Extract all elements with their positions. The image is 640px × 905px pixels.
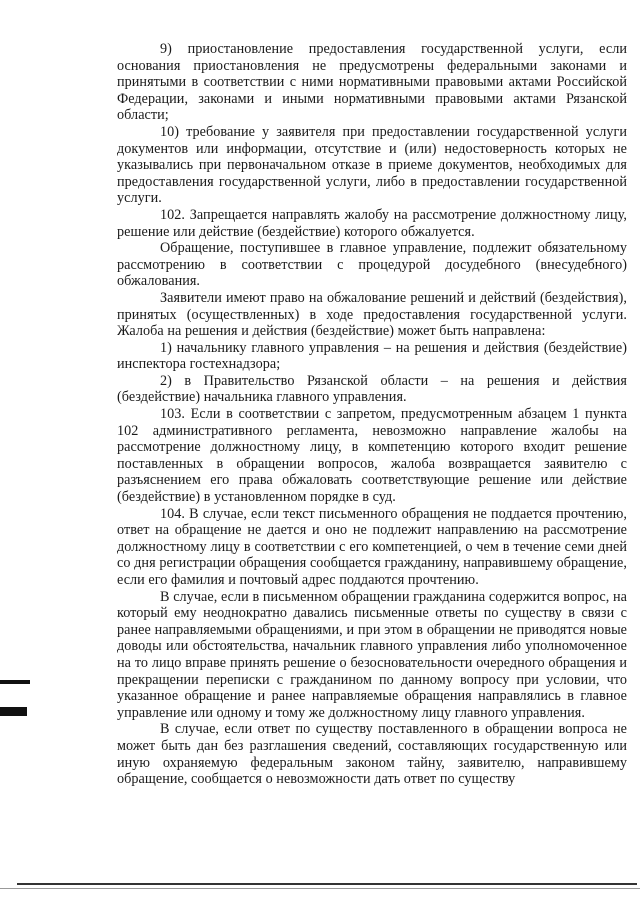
paragraph-repeated-appeal: В случае, если в письменном обращении гражданина содержится вопрос, на который ему неоднократно давались письменные ответы по существу в связи с ранее направляемыми обращениями, и при этом в обращении не приводятся новые доводы или обстоятельства, начальник главного управления либо уполномоченное на то лицо вправе принять решение о безосновательности очередного обращения и прекращении переписки с гражданином по данному вопросу при условии, что указанное обращение и ранее направляемые обращения направлялись в главное управление или одному и тому же должностному лицу главного управления. xyxy=(117,588,627,721)
paragraph-item-9: 9) приостановление предоставления государственной услуги, если основания приостановления не предусмотрены федеральными законами и принятыми в соответствии с ними нормативными правовыми актами Российской Федерации, законами и иными нормативными правовыми актами Рязанской области; xyxy=(117,41,627,124)
paragraph-appeal-option-2: 2) в Правительство Рязанской области – на решения и действия (бездействие) начальника главного управления. xyxy=(117,372,627,406)
paragraph-right-to-appeal: Заявители имеют право на обжалование решений и действий (бездействия), принятых (осуществленных) в ходе предоставления государственной услуги. Жалоба на решения и действия (бездействие) может быть направлена: xyxy=(117,289,627,340)
paragraph-appeal-option-1: 1) начальнику главного управления – на решения и действия (бездействие) инспектора гостехнадзора; xyxy=(117,339,627,373)
paragraph-clause-102: 102. Запрещается направлять жалобу на рассмотрение должностному лицу, решение или действие (бездействие) которого обжалуется. xyxy=(117,206,627,240)
page-bottom-edge-shadow xyxy=(0,888,640,889)
page-bottom-edge xyxy=(17,883,637,885)
paragraph-item-10: 10) требование у заявителя при предоставлении государственной услуги документов или информации, отсутствие и (или) недостоверность которых не указывались при первоначальном отказе в приеме документов, необходимых для предоставления государственной услуги, либо в предоставлении государственной услуги. xyxy=(117,123,627,207)
document-body xyxy=(117,41,627,788)
paragraph-state-secret: В случае, если ответ по существу поставленного в обращении вопроса не может быть дан без разглашения сведений, составляющих государственную или иную охраняемую федеральным законом тайну, заявителю, направившему обращение, сообщается о невозможности дать ответ по существу xyxy=(117,721,627,788)
scan-mark-bottom xyxy=(0,707,27,716)
paragraph-clause-104: 104. В случае, если текст письменного обращения не поддается прочтению, ответ на обращение не дается и оно не подлежит направлению на рассмотрение должностному лицу в соответствии с его компетенцией, о чем в течение семи дней со дня регистрации обращения сообщается гражданину, направившему обращение, если его фамилия и почтовый адрес поддаются прочтению. xyxy=(117,505,627,588)
scan-mark-top xyxy=(0,680,30,684)
paragraph-clause-103: 103. Если в соответствии с запретом, предусмотренным абзацем 1 пункта 102 административного регламента, невозможно направление жалобы на рассмотрение должностному лицу, в компетенцию которого входит решение поставленных в обращении вопросов, жалоба возвращается заявителю с разъяснением его права обжаловать соответствующие решение или действие (бездействие) в установленном порядке в суд. xyxy=(117,406,627,506)
paragraph-mandatory-review: Обращение, поступившее в главное управление, подлежит обязательному рассмотрению в соответствии с процедурой досудебного (внесудебного) обжалования. xyxy=(117,240,627,290)
